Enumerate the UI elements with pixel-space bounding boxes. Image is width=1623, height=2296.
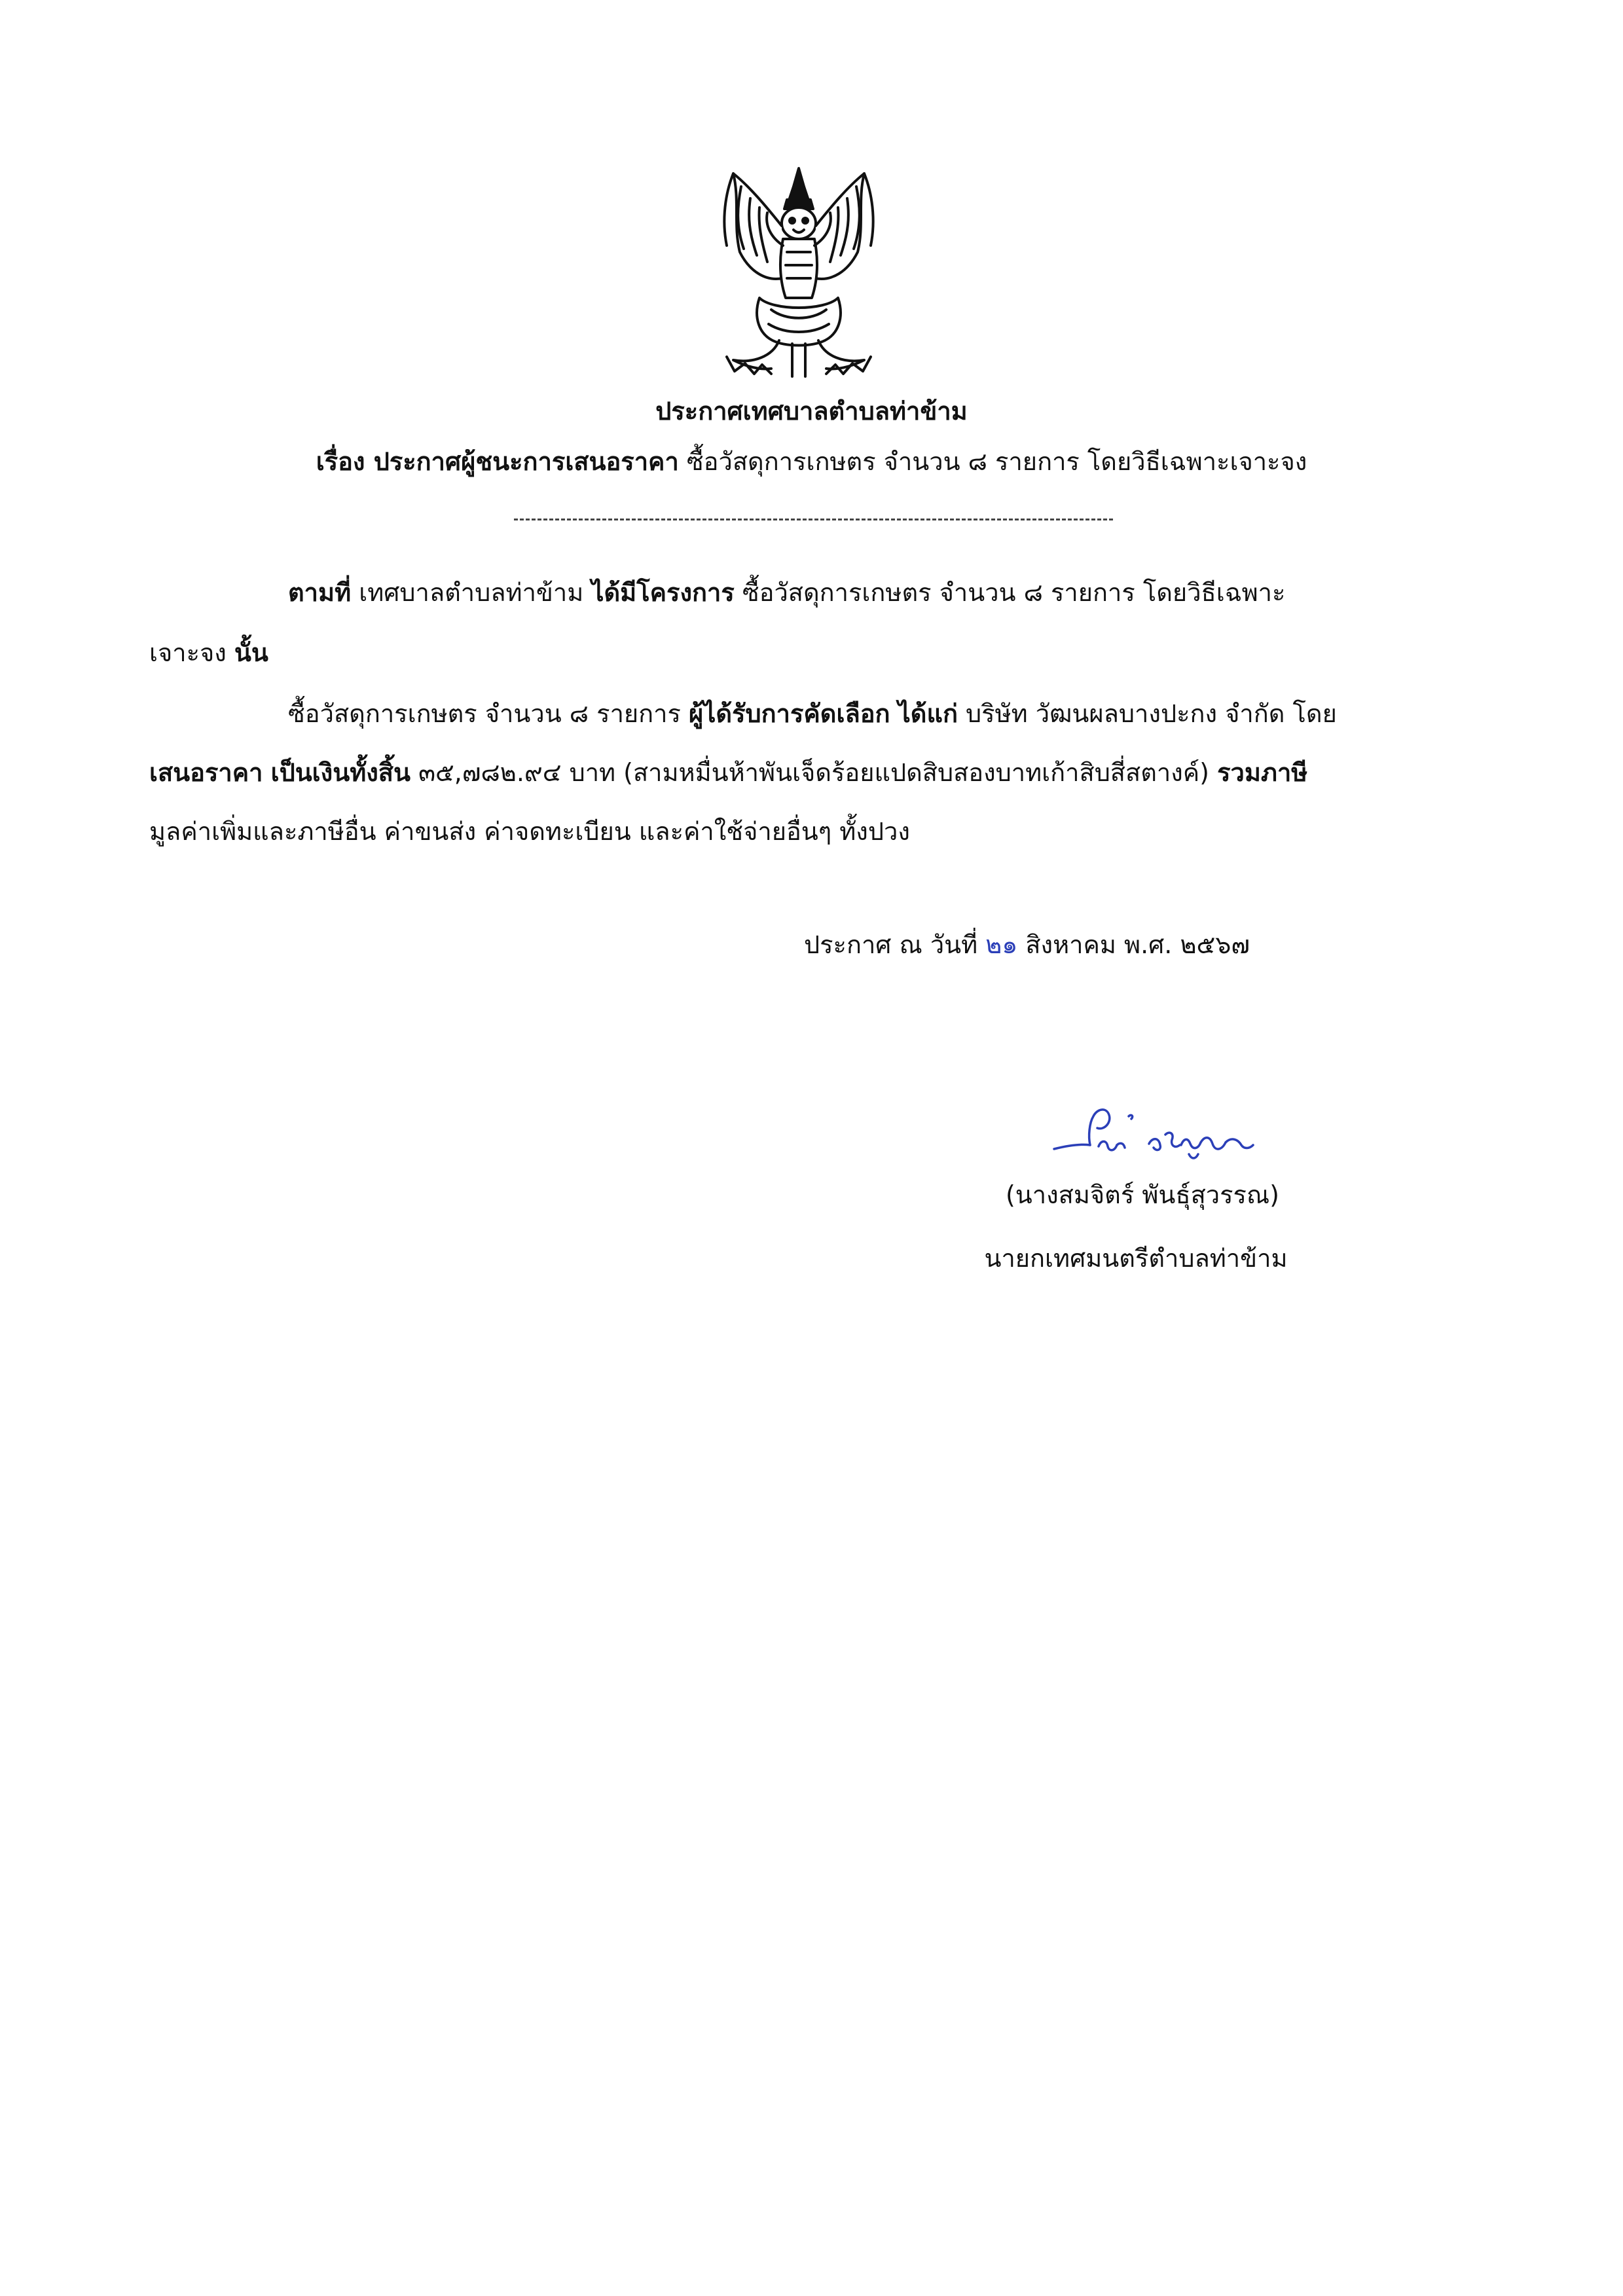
p2-line2-text-1: [263, 758, 271, 787]
paragraph-2-line-2: [149, 756, 1307, 789]
garuda-emblem-icon: [694, 160, 903, 386]
paragraph-2-line-3: มูลค่าเพิ่มและภาษีอื่น ค่าขนส่ง ค่าจดทะเบียน และค่าใช้จ่ายอื่นๆ ทั้งปวง: [149, 817, 910, 846]
p2-text-2: [890, 699, 898, 728]
handwritten-signature-icon: [1041, 1097, 1264, 1169]
date-prefix: ประกาศ ณ วันที่: [804, 930, 978, 959]
signatory-name: (นางสมจิตร์ พันธุ์สุวรรณ): [1005, 1180, 1280, 1209]
paragraph-1-line-1: [288, 576, 1285, 609]
page-title: ประกาศเทศบาลตำบลท่าข้าม: [655, 397, 968, 426]
p2-line2-bold-2: เป็นเงินทั้งสิ้น: [270, 758, 410, 787]
p1-bold-2: ได้มีโครงการ: [591, 578, 735, 607]
date-day: ๒๑: [985, 930, 1018, 959]
p2-line2-bold-3: รวมภาษี: [1217, 758, 1308, 787]
paragraph-1-line-2: [149, 636, 268, 669]
subject-label: เรื่อง ประกาศผู้ชนะการเสนอราคา: [316, 447, 679, 476]
date-month-year: สิงหาคม พ.ศ. ๒๕๖๗: [1025, 930, 1250, 959]
p1-line2-text: เจาะจง: [149, 638, 234, 667]
p2-bold-2: ได้แก่: [898, 699, 958, 728]
subject-text: ซื้อวัสดุการเกษตร จำนวน ๘ รายการ โดยวิธีเฉพาะเจาะจง: [678, 447, 1307, 476]
dashed-divider: [514, 519, 1113, 520]
paragraph-2-line-1: [288, 697, 1337, 730]
p1-text-1: เทศบาลตำบลท่าข้าม: [351, 578, 592, 607]
announcement-subject: [0, 445, 1623, 478]
announcement-date: [804, 928, 1250, 961]
p2-text-3: บริษัท วัฒนผลบางปะกง จำกัด โดย: [957, 699, 1337, 728]
p2-line2-bold-1: เสนอราคา: [149, 758, 263, 787]
p1-text-2: ซื้อวัสดุการเกษตร จำนวน ๘ รายการ โดยวิธีเฉพาะ: [734, 578, 1286, 607]
p1-line2-bold: นั้น: [234, 638, 268, 667]
p2-bold-1: ผู้ได้รับการคัดเลือก: [689, 699, 890, 728]
p2-text-1: ซื้อวัสดุการเกษตร จำนวน ๘ รายการ: [288, 699, 689, 728]
p2-line2-text-2: ๓๕,๗๘๒.๙๔ บาท (สามหมื่นห้าพันเจ็ดร้อยแปดสิบสองบาทเก้าสิบสี่สตางค์): [410, 758, 1218, 787]
p1-bold-1: ตามที่: [288, 578, 352, 607]
signatory-position: นายกเทศมนตรีตำบลท่าข้าม: [984, 1244, 1288, 1273]
